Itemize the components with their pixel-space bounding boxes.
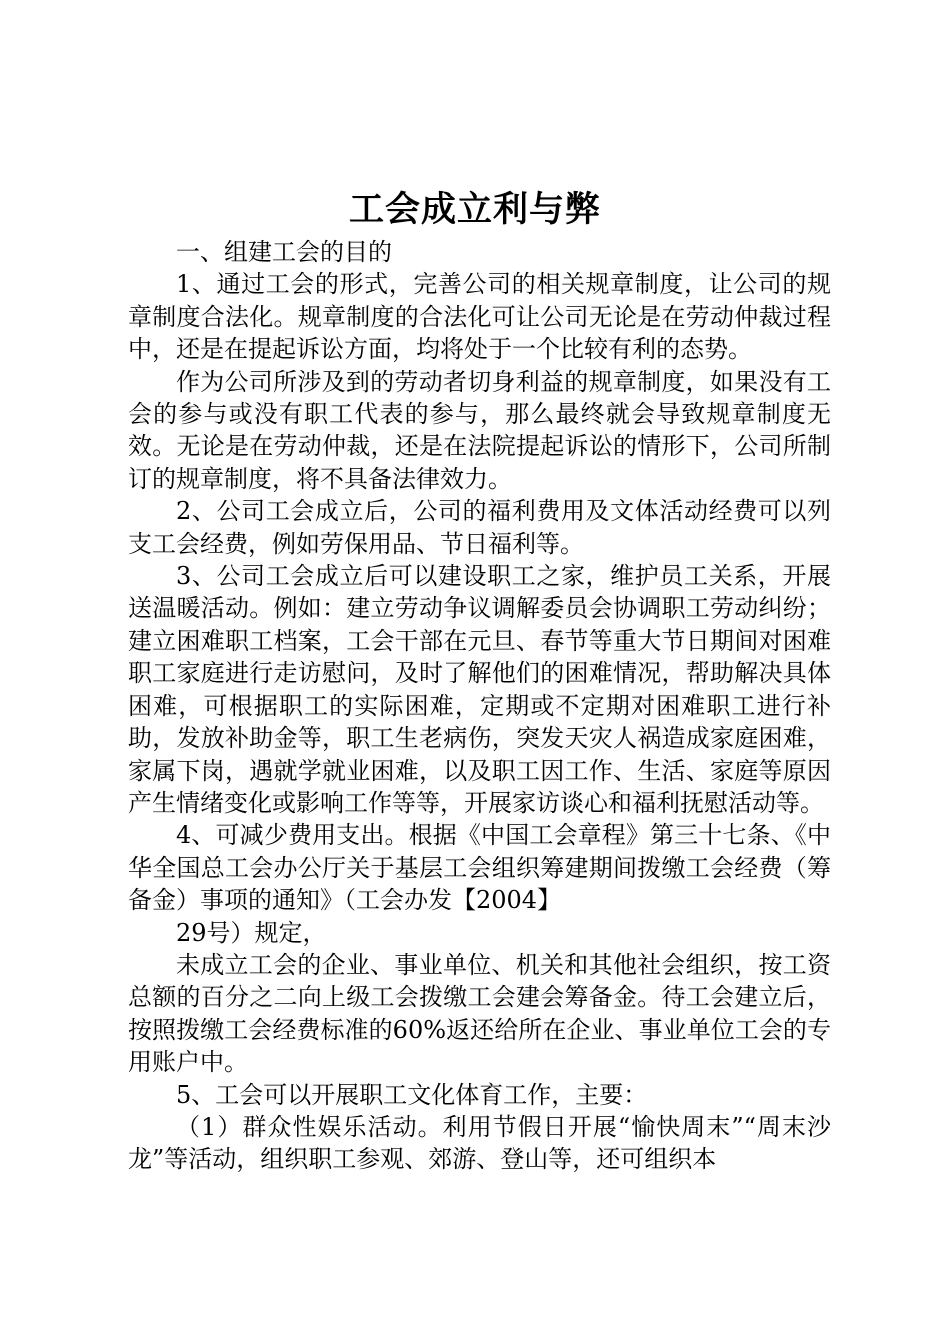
paragraph-6: 29号）规定， xyxy=(176,918,327,947)
paragraph-7: 未成立工会的企业、事业单位、机关和其他社会组织，按工资总额的百分之二向上级工会拨缴工会建会筹备金。待工会建立后，按照拨缴工会经费标准的60%返还给所在企业、事业单位工会的专用账户中。 xyxy=(128,950,831,1077)
paragraph-8: 5、工会可以开展职工文化体育工作，主要： xyxy=(176,1080,648,1109)
document-title: 工会成立利与弊 xyxy=(348,190,601,230)
paragraph-3: 2、公司工会成立后，公司的福利费用及文体活动经费可以列支工会经费，例如劳保用品、节日福利等。 xyxy=(128,497,831,558)
paragraph-9: （1）群众性娱乐活动。利用节假日开展“愉快周末”“周末沙龙”等活动，组织职工参观、郊游、登山等，还可组织本 xyxy=(128,1112,831,1174)
paragraph-2: 作为公司所涉及到的劳动者切身利益的规章制度，如果没有工会的参与或没有职工代表的参与，那么最终就会导致规章制度无效。无论是在劳动仲裁，还是在法院提起诉讼的情形下，公司所制订的规章制度，将不具备法律效力。 xyxy=(128,367,831,493)
document-body xyxy=(128,236,831,1176)
paragraph-5: 4、可减少费用支出。根据《中国工会章程》第三十七条、《中华全国总工会办公厅关于基层工会组织筹建期间拨缴工会经费（筹备金）事项的通知》（工会办发【2004】 xyxy=(128,821,831,915)
section-heading: 一、组建工会的目的 xyxy=(176,238,392,266)
paragraph-4: 3、公司工会成立后可以建设职工之家，维护员工关系，开展送温暖活动。例如：建立劳动争议调解委员会协调职工劳动纠纷；建立困难职工档案，工会干部在元旦、春节等重大节日期间对困难职工家庭进行走访慰问，及时了解他们的困难情况，帮助解决具体困难，可根据职工的实际困难，定期或不定期对困难职工进行补助，发放补助金等，职工生老病伤，突发天灾人祸造成家庭困难，家属下岗，遇就学就业困难，以及职工因工作、生活、家庭等原因产生情绪变化或影响工作等等，开展家访谈心和福利抚慰活动等。 xyxy=(128,562,831,817)
paragraph-1: 1、通过工会的形式，完善公司的相关规章制度，让公司的规章制度合法化。规章制度的合法化可让公司无论是在劳动仲裁过程中，还是在提起诉讼方面，均将处于一个比较有利的态势。 xyxy=(128,270,831,364)
